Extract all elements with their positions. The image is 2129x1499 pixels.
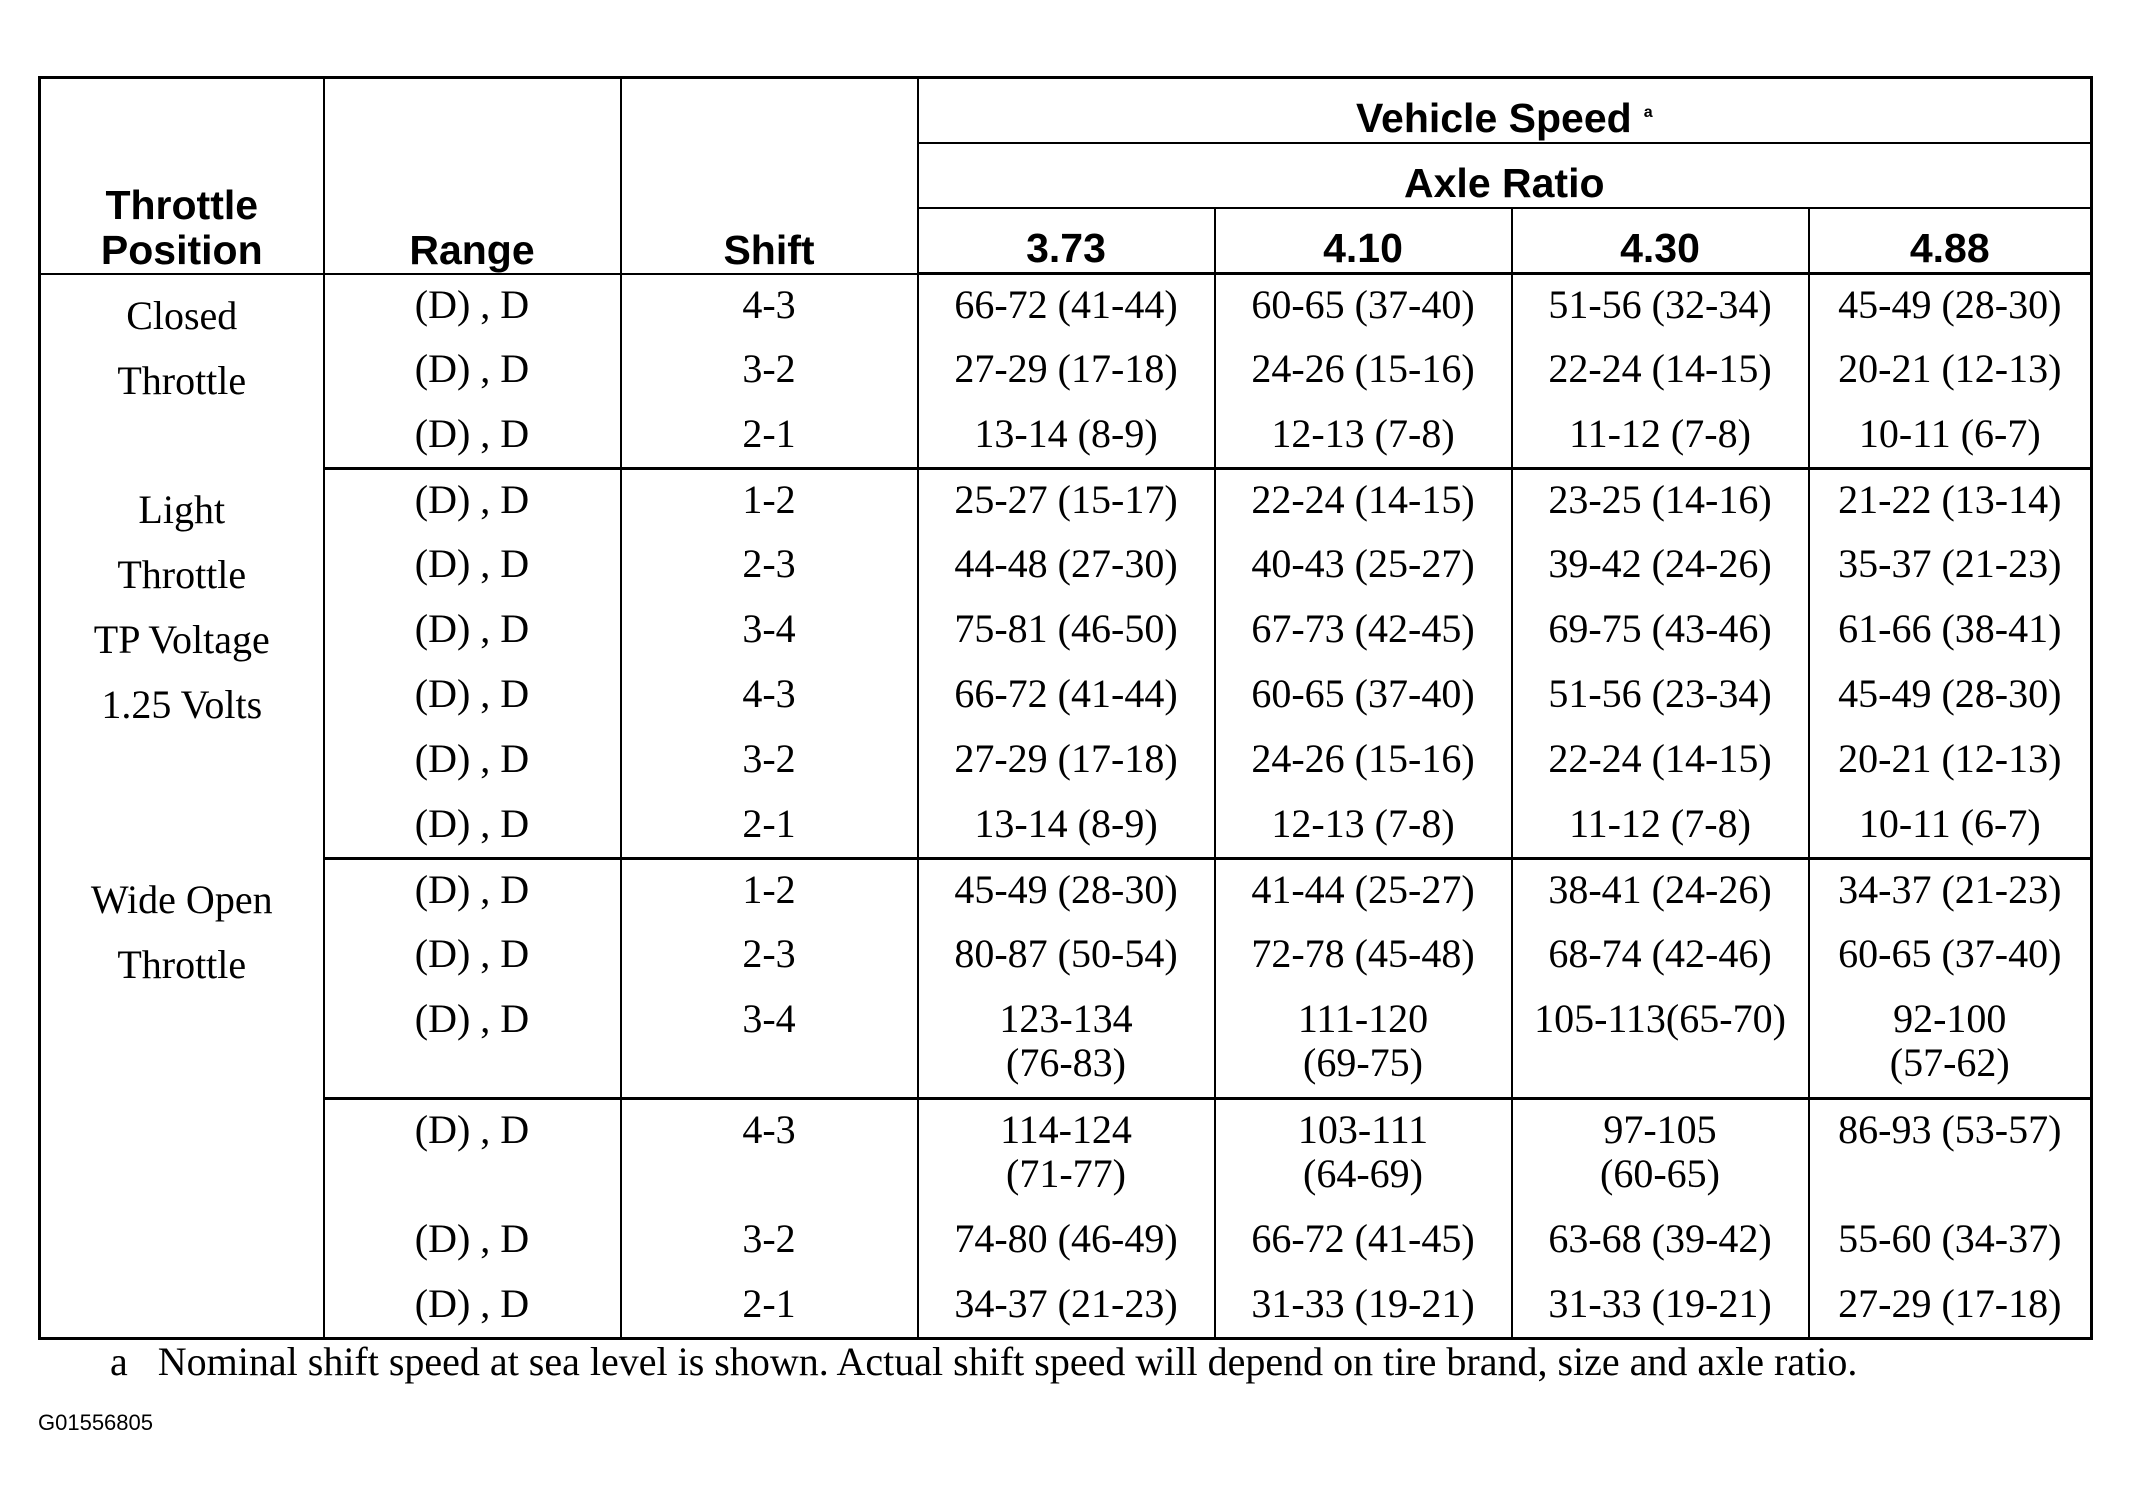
table-body <box>40 274 2092 1339</box>
table-row <box>40 1099 2092 1209</box>
shift-cell: 2-1 <box>621 794 918 859</box>
speed-cell: 66-72 (41-45) <box>1215 1209 1512 1274</box>
header-vehicle-speed-label: Vehicle Speed <box>1355 95 1632 141</box>
table-row <box>40 534 2092 599</box>
speed-cell: 68-74 (42-46) <box>1512 924 1809 989</box>
footnote-mark: a <box>110 1339 128 1384</box>
header-range: Range <box>324 78 621 274</box>
speed-cell: 45-49 (28-30) <box>918 859 1215 924</box>
throttle-position-line: Throttle <box>117 941 247 987</box>
table-row <box>40 794 2092 859</box>
throttle-position-line: Throttle <box>117 551 247 597</box>
range-cell: (D) , D <box>324 989 621 1099</box>
table-row <box>40 274 2092 339</box>
shift-speed-document <box>38 76 2090 1340</box>
throttle-position-line: Light <box>138 486 226 532</box>
speed-cell: 12-13 (7-8) <box>1215 794 1512 859</box>
throttle-position-line: Closed <box>126 292 238 338</box>
speed-cell: 27-29 (17-18) <box>918 729 1215 794</box>
table-row <box>40 729 2092 794</box>
speed-cell: 60-65 (37-40) <box>1809 924 2092 989</box>
speed-cell: 20-21 (12-13) <box>1809 729 2092 794</box>
shift-cell: 3-2 <box>621 1209 918 1274</box>
speed-cell: 67-73 (42-45) <box>1215 599 1512 664</box>
speed-cell: 75-81 (46-50) <box>918 599 1215 664</box>
range-cell: (D) , D <box>324 1209 621 1274</box>
throttle-position-line: Throttle <box>117 357 247 403</box>
speed-cell: 114-124 (71-77) <box>918 1099 1215 1209</box>
speed-cell: 44-48 (27-30) <box>918 534 1215 599</box>
footnote-reference: a <box>1643 104 1653 122</box>
range-cell: (D) , D <box>324 274 621 339</box>
speed-cell: 11-12 (7-8) <box>1512 794 1809 859</box>
speed-cell: 34-37 (21-23) <box>918 1274 1215 1339</box>
table-row <box>40 469 2092 534</box>
speed-cell: 27-29 (17-18) <box>1809 1274 2092 1339</box>
speed-cell: 105-113(65-70) <box>1512 989 1809 1099</box>
shift-cell: 1-2 <box>621 859 918 924</box>
range-cell: (D) , D <box>324 339 621 404</box>
speed-cell: 22-24 (14-15) <box>1512 729 1809 794</box>
speed-cell: 20-21 (12-13) <box>1809 339 2092 404</box>
speed-cell: 12-13 (7-8) <box>1215 404 1512 469</box>
throttle-position-line: TP Voltage <box>93 616 270 662</box>
speed-cell: 13-14 (8-9) <box>918 404 1215 469</box>
shift-cell: 2-3 <box>621 924 918 989</box>
speed-cell: 60-65 (37-40) <box>1215 274 1512 339</box>
speed-cell: 86-93 (53-57) <box>1809 1099 2092 1209</box>
speed-cell: 66-72 (41-44) <box>918 664 1215 729</box>
speed-cell: 41-44 (25-27) <box>1215 859 1512 924</box>
speed-cell: 61-66 (38-41) <box>1809 599 2092 664</box>
shift-speed-table <box>38 76 2093 1340</box>
speed-cell: 22-24 (14-15) <box>1512 339 1809 404</box>
speed-cell: 39-42 (24-26) <box>1512 534 1809 599</box>
range-cell: (D) , D <box>324 664 621 729</box>
speed-cell: 51-56 (23-34) <box>1512 664 1809 729</box>
header-shift: Shift <box>621 78 918 274</box>
speed-cell: 31-33 (19-21) <box>1512 1274 1809 1339</box>
speed-cell: 111-120 (69-75) <box>1215 989 1512 1099</box>
table-row <box>40 989 2092 1099</box>
throttle-position-cell <box>40 469 324 859</box>
speed-cell: 22-24 (14-15) <box>1215 469 1512 534</box>
range-cell: (D) , D <box>324 599 621 664</box>
range-cell: (D) , D <box>324 1274 621 1339</box>
table-row <box>40 924 2092 989</box>
header-ratio-3-73: 3.73 <box>918 208 1215 274</box>
header-throttle-position-label: Throttle Position <box>100 181 263 273</box>
table-row <box>40 1209 2092 1274</box>
speed-cell: 10-11 (6-7) <box>1809 404 2092 469</box>
shift-cell: 2-1 <box>621 404 918 469</box>
speed-cell: 13-14 (8-9) <box>918 794 1215 859</box>
speed-cell: 38-41 (24-26) <box>1512 859 1809 924</box>
table-row <box>40 859 2092 924</box>
throttle-position-cell <box>40 1099 324 1339</box>
table-row <box>40 599 2092 664</box>
header-throttle-position <box>40 78 324 274</box>
range-cell: (D) , D <box>324 404 621 469</box>
range-cell: (D) , D <box>324 729 621 794</box>
speed-cell: 25-27 (15-17) <box>918 469 1215 534</box>
table-row <box>40 339 2092 404</box>
shift-cell: 3-2 <box>621 339 918 404</box>
speed-cell: 24-26 (15-16) <box>1215 339 1512 404</box>
speed-cell: 103-111 (64-69) <box>1215 1099 1512 1209</box>
speed-cell: 97-105 (60-65) <box>1512 1099 1809 1209</box>
speed-cell: 23-25 (14-16) <box>1512 469 1809 534</box>
speed-cell: 74-80 (46-49) <box>918 1209 1215 1274</box>
speed-cell: 34-37 (21-23) <box>1809 859 2092 924</box>
speed-cell: 21-22 (13-14) <box>1809 469 2092 534</box>
header-ratio-4-88: 4.88 <box>1809 208 2092 274</box>
footnote-text: Nominal shift speed at sea level is shown. Actual shift speed will depend on tire brand, size and axle ratio. <box>157 1339 1858 1384</box>
speed-cell: 60-65 (37-40) <box>1215 664 1512 729</box>
speed-cell: 80-87 (50-54) <box>918 924 1215 989</box>
speed-cell: 35-37 (21-23) <box>1809 534 2092 599</box>
throttle-position-cell <box>40 274 324 469</box>
figure-id: G01556805 <box>38 1410 153 1435</box>
range-cell: (D) , D <box>324 534 621 599</box>
shift-cell: 3-2 <box>621 729 918 794</box>
throttle-position-line: Wide Open <box>90 876 273 922</box>
header-vehicle-speed <box>918 78 2092 144</box>
speed-cell: 40-43 (25-27) <box>1215 534 1512 599</box>
table-row <box>40 664 2092 729</box>
range-cell: (D) , D <box>324 924 621 989</box>
table-row <box>40 404 2092 469</box>
shift-cell: 2-3 <box>621 534 918 599</box>
header-axle-ratio: Axle Ratio <box>918 143 2092 208</box>
shift-cell: 4-3 <box>621 274 918 339</box>
header-ratio-4-10: 4.10 <box>1215 208 1512 274</box>
range-cell: (D) , D <box>324 794 621 859</box>
speed-cell: 92-100 (57-62) <box>1809 989 2092 1099</box>
speed-cell: 66-72 (41-44) <box>918 274 1215 339</box>
shift-cell: 4-3 <box>621 1099 918 1209</box>
throttle-position-line: 1.25 Volts <box>101 681 263 727</box>
speed-cell: 27-29 (17-18) <box>918 339 1215 404</box>
range-cell: (D) , D <box>324 469 621 534</box>
shift-cell: 3-4 <box>621 599 918 664</box>
speed-cell: 45-49 (28-30) <box>1809 274 2092 339</box>
speed-cell: 51-56 (32-34) <box>1512 274 1809 339</box>
speed-cell: 55-60 (34-37) <box>1809 1209 2092 1274</box>
range-cell: (D) , D <box>324 859 621 924</box>
range-cell: (D) , D <box>324 1099 621 1209</box>
footnote <box>110 1338 1857 1385</box>
shift-cell: 2-1 <box>621 1274 918 1339</box>
speed-cell: 63-68 (39-42) <box>1512 1209 1809 1274</box>
header-ratio-4-30: 4.30 <box>1512 208 1809 274</box>
shift-cell: 3-4 <box>621 989 918 1099</box>
speed-cell: 11-12 (7-8) <box>1512 404 1809 469</box>
speed-cell: 31-33 (19-21) <box>1215 1274 1512 1339</box>
speed-cell: 123-134 (76-83) <box>918 989 1215 1099</box>
speed-cell: 10-11 (6-7) <box>1809 794 2092 859</box>
throttle-position-cell <box>40 859 324 1099</box>
speed-cell: 45-49 (28-30) <box>1809 664 2092 729</box>
speed-cell: 72-78 (45-48) <box>1215 924 1512 989</box>
table-row <box>40 1274 2092 1339</box>
speed-cell: 69-75 (43-46) <box>1512 599 1809 664</box>
shift-cell: 1-2 <box>621 469 918 534</box>
speed-cell: 24-26 (15-16) <box>1215 729 1512 794</box>
shift-cell: 4-3 <box>621 664 918 729</box>
